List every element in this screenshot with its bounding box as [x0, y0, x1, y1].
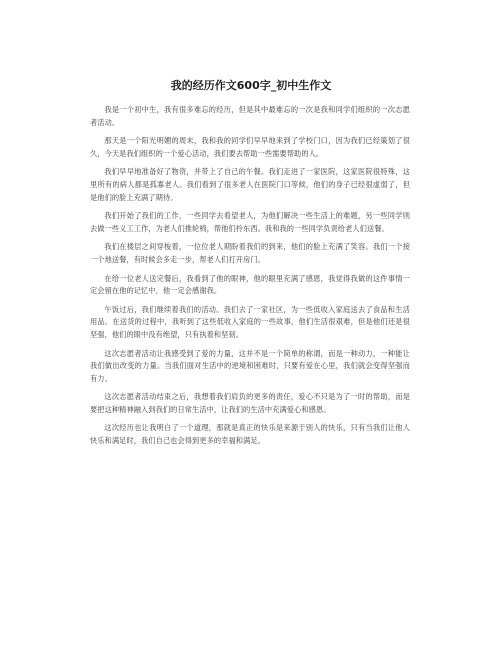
- paragraph: 我是一个初中生，我有很多难忘的经历，但是其中最难忘的一次是我和同学们组织的一次志愿者活动。: [90, 105, 410, 127]
- paragraph: 那天是一个阳光明媚的周末，我和我的同学们早早地来到了学校门口，因为我们已经策划了很久，今天是我们组织的一个爱心活动，我们要去帮助一些需要帮助的人。: [90, 136, 410, 158]
- paragraph: 这次志愿者活动结束之后，我想着我们肩负的更多的责任，爱心不只是为了一时的帮助，而是要把这种精神融入到我们的日常生活中，让我们的生活中充满爱心和感恩。: [90, 392, 410, 414]
- document-title: 我的经历作文600字_初中生作文: [170, 79, 332, 92]
- paragraph: 我们开始了我们的工作，一些同学去看望老人，为他们解决一些生活上的难题，另一些同学则去做一些义工工作，为老人们推轮椅，帮他们拎东西。我和我的一些同学负责给老人们送餐。: [90, 211, 410, 233]
- paragraph: 我们在楼层之间穿梭着，一位位老人期盼着我们的到来，他们的脸上充满了笑容。我们一个接一个地送餐，有时候会多走一步，帮老人们打开房门。: [90, 242, 410, 264]
- paragraph: 这次经历也让我明白了一个道理，那就是真正的快乐是来源于别人的快乐，只有当我们让他人快乐和满足时，我们自己也会得到更多的幸福和满足。: [90, 423, 410, 446]
- paragraph: 在给一位老人送完餐后，我看到了他的眼神，他的眼里充满了感恩，我觉得我做的这件事情一定会留在他的记忆中，他一定会感谢我。: [90, 273, 410, 296]
- paragraph: 这次志愿者活动让我感受到了爱的力量，这并不是一个简单的称谓，而是一种动力，一种能让我们做出改变的力量。当我们面对生活中的逆境和困难时，只要有爱在心里，我们就会变得坚强而有力。: [90, 348, 410, 383]
- document-body: [90, 104, 410, 454]
- paragraph: 我们早早地准备好了物资，并带上了自己的午餐。我们走进了一家医院，这家医院很特殊，这里所有的病人都是孤寡老人。我们看到了很多老人在医院门口等候，他们的身子已经很虚弱了，但是他们的脸上充满了期待。: [90, 167, 410, 202]
- paragraph: 午饭过后，我们继续着我们的活动。我们去了一家社区，为一些低收入家庭送去了食品和生活用品。在送货的过程中，我听到了这些低收入家庭的一些故事，他们生活很艰难，但是他们还是很坚强，他们的眼中没有绝望，只有执着和坚韧。: [90, 304, 410, 339]
